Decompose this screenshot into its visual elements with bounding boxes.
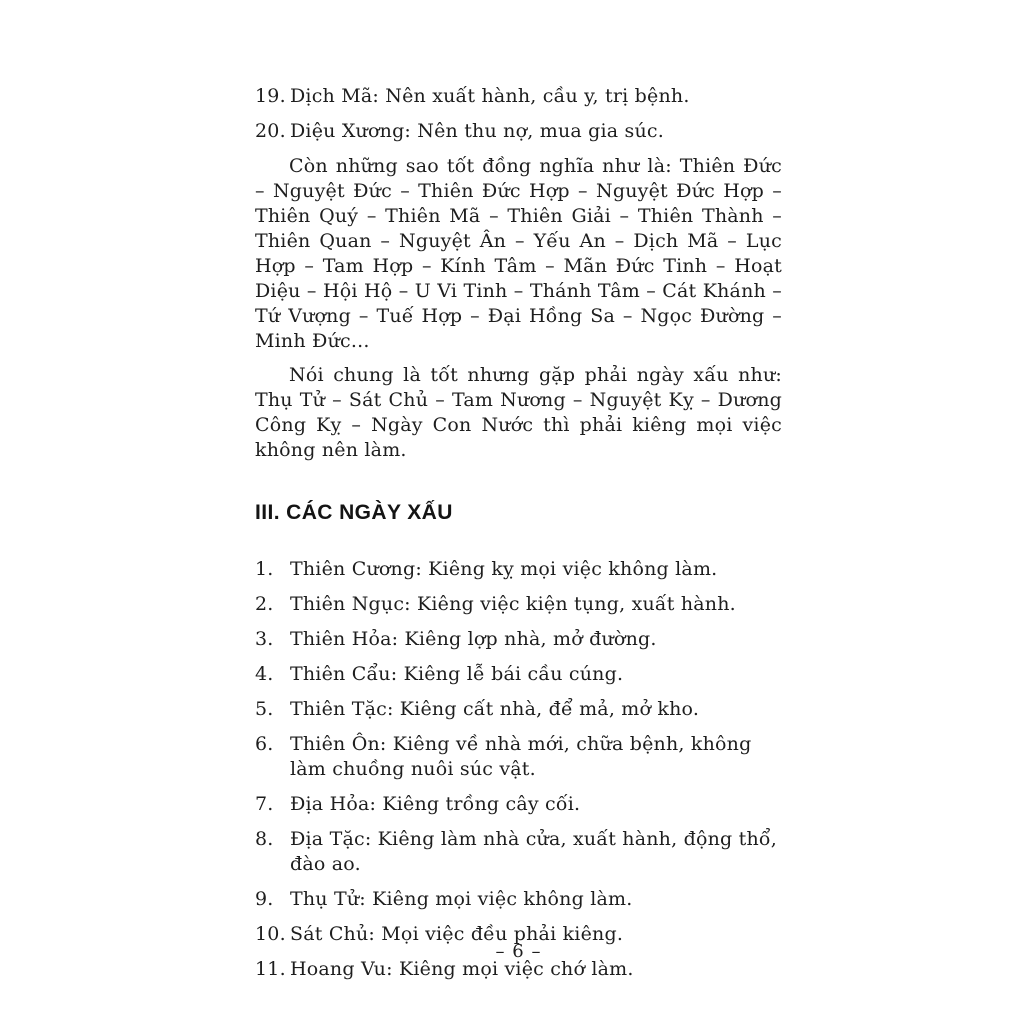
item-text: Thụ Tử: Kiêng mọi việc không làm. — [290, 888, 633, 910]
item-text: Thiên Hỏa: Kiêng lợp nhà, mở đường. — [290, 628, 657, 650]
item-number: 7. — [255, 793, 274, 815]
list-item — [255, 119, 782, 144]
item-text: Thiên Cương: Kiêng kỵ mọi việc không làm. — [290, 558, 718, 580]
list-item — [255, 662, 782, 687]
item-number: 4. — [255, 663, 274, 685]
list-item — [255, 827, 782, 877]
list-item — [255, 732, 782, 782]
page-content — [255, 84, 782, 992]
page-number: – 6 – — [495, 941, 542, 962]
item-text: Dịch Mã: Nên xuất hành, cầu y, trị bệnh. — [290, 85, 690, 107]
item-number: 19. — [255, 85, 286, 107]
good-days-list — [255, 84, 782, 144]
item-number: 1. — [255, 558, 274, 580]
item-number: 6. — [255, 733, 274, 755]
item-number: 8. — [255, 828, 274, 850]
list-item — [255, 592, 782, 617]
item-text: Sát Chủ: Mọi việc đều phải kiêng. — [290, 923, 624, 945]
paragraph-block — [255, 154, 782, 463]
list-item — [255, 697, 782, 722]
list-item — [255, 792, 782, 817]
item-number: 9. — [255, 888, 274, 910]
item-text: Địa Hỏa: Kiêng trồng cây cối. — [290, 793, 581, 815]
item-text: Thiên Tặc: Kiêng cất nhà, để mả, mở kho. — [290, 698, 700, 720]
section-heading: III. CÁC NGÀY XẤU — [255, 501, 453, 524]
bad-days-list — [255, 557, 782, 982]
item-number: 3. — [255, 628, 274, 650]
item-number: 5. — [255, 698, 274, 720]
paragraph: Còn những sao tốt đồng nghĩa như là: Thiên Đức – Nguyệt Đức – Thiên Đức Hợp – Nguyệt Đức Hợp – Thiên Quý – Thiên Mã – Thiên Giải – Thiên Thành – Thiên Quan – Nguyệt Ân – Yếu An – Dịch Mã – Lục Hợp – Tam Hợp – Kính Tâm – Mãn Đức Tinh – Hoạt Diệu – Hội Hộ – U Vi Tinh – Thánh Tâm – Cát Khánh – Tứ Vượng – Tuế Hợp – Đại Hồng Sa – Ngọc Đường – Minh Đức... — [255, 155, 782, 352]
paragraph: Nói chung là tốt nhưng gặp phải ngày xấu như: Thụ Tử – Sát Chủ – Tam Nương – Nguyệt Kỵ – Dương Công Kỵ – Ngày Con Nước thì phải kiêng mọi việc không nên làm. — [255, 364, 782, 461]
list-item — [255, 557, 782, 582]
item-text: Diệu Xương: Nên thu nợ, mua gia súc. — [290, 120, 665, 142]
list-item — [255, 627, 782, 652]
item-text: Hoang Vu: Kiêng mọi việc chớ làm. — [290, 958, 634, 980]
item-number: 11. — [255, 958, 286, 980]
item-number: 2. — [255, 593, 274, 615]
item-text: Thiên Ngục: Kiêng việc kiện tụng, xuất hành. — [290, 593, 736, 615]
item-number: 20. — [255, 120, 286, 142]
item-text: Địa Tặc: Kiêng làm nhà cửa, xuất hành, động thổ, đào ao. — [290, 828, 777, 875]
list-item — [255, 887, 782, 912]
item-text: Thiên Cẩu: Kiêng lễ bái cầu cúng. — [290, 663, 624, 685]
item-text: Thiên Ôn: Kiêng về nhà mới, chữa bệnh, không làm chuồng nuôi súc vật. — [290, 733, 752, 780]
list-item — [255, 84, 782, 109]
item-number: 10. — [255, 923, 286, 945]
